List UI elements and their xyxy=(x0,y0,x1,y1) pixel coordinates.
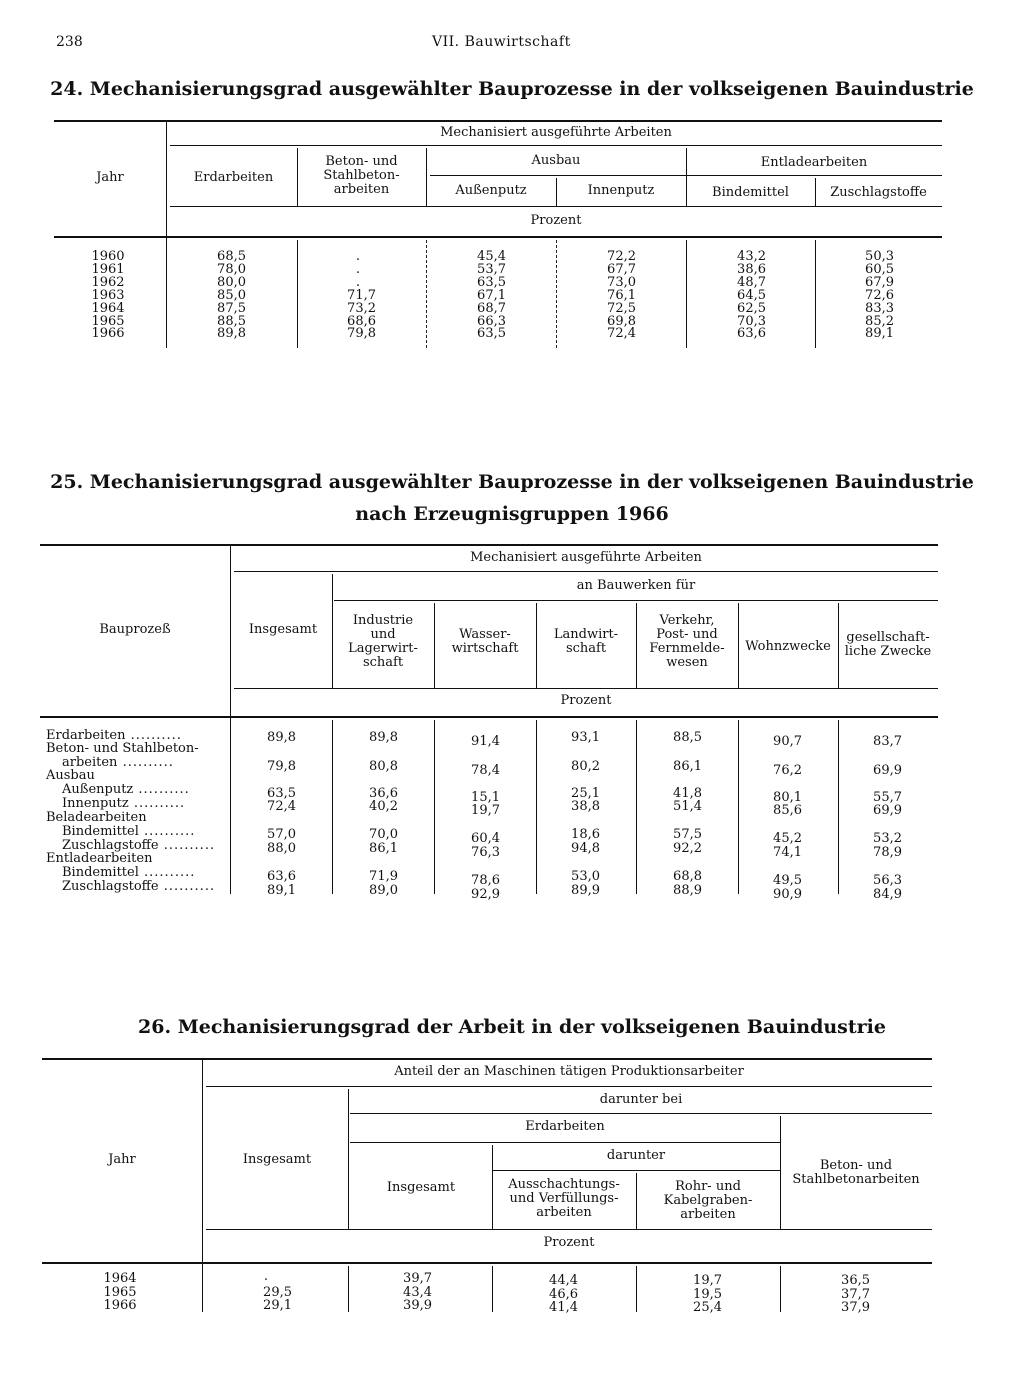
row-year: 1966 xyxy=(91,326,125,341)
row-label xyxy=(62,783,214,797)
unit-header: Prozent xyxy=(543,1235,595,1250)
table-cell: . xyxy=(355,249,361,264)
row-label xyxy=(62,880,214,894)
table-cell: 89,9 xyxy=(571,883,600,898)
table-cell: 40,2 xyxy=(369,799,398,814)
table-cell: 60,5 xyxy=(865,262,894,277)
table-cell: 78,4 xyxy=(471,763,500,778)
dot-leader: .......... xyxy=(117,755,174,770)
col-header-beton-1: Beton- und xyxy=(325,154,398,169)
col-header-jahr: Jahr xyxy=(108,1152,136,1167)
col-header-wasser-1: Wasser- xyxy=(459,627,511,642)
table-cell: 76,3 xyxy=(471,845,500,860)
table-cell: 83,7 xyxy=(873,734,902,749)
table-cell: 67,1 xyxy=(477,288,506,303)
row-label xyxy=(46,742,214,756)
table-cell: 86,1 xyxy=(673,759,702,774)
col-header-entladearbeiten: Entladearbeiten xyxy=(760,155,868,170)
table-cell: 60,4 xyxy=(471,831,500,846)
table-cell: . xyxy=(355,275,361,290)
table-cell: 45,4 xyxy=(477,249,506,264)
row-label xyxy=(46,852,214,866)
table-cell: 88,9 xyxy=(673,883,702,898)
table-cell: 72,4 xyxy=(607,326,636,341)
table-cell: 76,2 xyxy=(773,763,802,778)
col-header-insgesamt-erd: Insgesamt xyxy=(386,1180,456,1195)
table-cell: 92,9 xyxy=(471,887,500,902)
table-cell: 89,8 xyxy=(217,326,246,341)
table-cell: 53,2 xyxy=(873,831,902,846)
table-cell: 73,2 xyxy=(347,301,376,316)
table-cell: 79,8 xyxy=(267,759,296,774)
unit-header: Prozent xyxy=(560,693,612,708)
table-cell: 87,5 xyxy=(217,301,246,316)
table-cell: 88,5 xyxy=(217,314,246,329)
table-cell: 46,6 xyxy=(549,1287,578,1302)
row-label xyxy=(62,825,214,839)
table-cell: 69,9 xyxy=(873,763,902,778)
col-header-land-1: Landwirt- xyxy=(553,627,619,642)
dot-leader: .......... xyxy=(133,782,190,797)
row-label-text: arbeiten xyxy=(62,755,118,770)
table-cell: 56,3 xyxy=(873,873,902,888)
table-cell: 63,5 xyxy=(477,275,506,290)
table-cell: 72,6 xyxy=(865,288,894,303)
table-cell: 15,1 xyxy=(471,790,500,805)
row-label-text: Zuschlagstoffe xyxy=(62,838,159,853)
table-cell: 79,8 xyxy=(347,326,376,341)
table-cell: 29,5 xyxy=(263,1285,292,1300)
table-cell: 19,5 xyxy=(693,1287,722,1302)
table-cell: 53,7 xyxy=(477,262,506,277)
col-header-verkehr-1: Verkehr, xyxy=(659,613,715,628)
col-header-wasser-2: wirtschaft xyxy=(451,641,519,656)
table-cell: 89,1 xyxy=(267,883,296,898)
col-header-gesellschaft-2: liche Zwecke xyxy=(844,644,932,659)
col-header-bindemittel: Bindemittel xyxy=(712,185,789,200)
table-cell: 55,7 xyxy=(873,790,902,805)
table-cell: 71,7 xyxy=(347,288,376,303)
col-header-insgesamt: Insgesamt xyxy=(248,622,318,637)
table-cell: 72,5 xyxy=(607,301,636,316)
table-cell: 72,4 xyxy=(267,799,296,814)
col-header-beton-2: Stahlbeton- xyxy=(323,168,400,183)
col-header-insgesamt: Insgesamt xyxy=(242,1152,312,1167)
row-label-text: Außenputz xyxy=(62,782,134,797)
table-cell: 88,5 xyxy=(673,730,702,745)
table-cell: 91,4 xyxy=(471,734,500,749)
table-cell: 85,0 xyxy=(217,288,246,303)
row-year: 1963 xyxy=(91,288,125,303)
table-cell: 88,0 xyxy=(267,841,296,856)
table-cell: 51,4 xyxy=(673,799,702,814)
col-header-land-2: schaft xyxy=(565,641,607,656)
row-label-text: Bindemittel xyxy=(62,824,139,839)
row-year: 1960 xyxy=(91,249,125,264)
table-cell: 67,9 xyxy=(865,275,894,290)
col-header-beton-2: Stahlbetonarbeiten xyxy=(792,1172,920,1187)
table-cell: 63,5 xyxy=(267,786,296,801)
table-cell: 38,6 xyxy=(737,262,766,277)
dot-leader: .......... xyxy=(158,879,216,894)
table-cell: 57,0 xyxy=(267,827,296,842)
col-header-industrie-1: Industrie xyxy=(352,613,414,628)
col-header-industrie-2: und xyxy=(370,627,396,642)
dot-leader: .......... xyxy=(138,824,196,839)
table-cell: 18,6 xyxy=(571,827,600,842)
col-header-beton-3: arbeiten xyxy=(333,182,390,197)
table-cell: 19,7 xyxy=(693,1273,722,1288)
row-label-text: Beton- und Stahlbeton- xyxy=(46,741,199,756)
table-cell: 78,9 xyxy=(873,845,902,860)
row-year: 1965 xyxy=(91,314,125,329)
table-cell: 36,6 xyxy=(369,786,398,801)
table-26-title: 26. Mechanisierungsgrad der Arbeit in der volkseigenen Bauindustrie xyxy=(138,1016,886,1038)
table-cell: 68,7 xyxy=(477,301,506,316)
table-cell: 49,5 xyxy=(773,873,802,888)
table-cell: 69,9 xyxy=(873,803,902,818)
page-number: 238 xyxy=(56,34,83,50)
table-cell: 38,8 xyxy=(571,799,600,814)
col-header-bauprozess: Bauprozeß xyxy=(99,622,171,637)
table-cell: 43,2 xyxy=(737,249,766,264)
group-header: Mechanisiert ausgeführte Arbeiten xyxy=(470,550,702,565)
table-cell: 89,8 xyxy=(267,730,296,745)
table-cell: 36,5 xyxy=(841,1273,870,1288)
table-cell: 68,8 xyxy=(673,869,702,884)
col-header-zuschlagstoffe: Zuschlagstoffe xyxy=(830,185,927,200)
table-cell: 73,0 xyxy=(607,275,636,290)
table-cell: 78,0 xyxy=(217,262,246,277)
row-year: 1962 xyxy=(91,275,125,290)
col-header-industrie-4: schaft xyxy=(362,655,404,670)
table-cell: 85,6 xyxy=(773,803,802,818)
col-header-aussenputz: Außenputz xyxy=(455,183,527,198)
col-header-ausschachtung-3: arbeiten xyxy=(536,1205,592,1220)
dot-leader: .......... xyxy=(158,838,216,853)
table-cell: 43,4 xyxy=(403,1285,432,1300)
row-label-text: Erdarbeiten xyxy=(46,728,126,743)
table-cell: 41,4 xyxy=(549,1300,578,1315)
table-cell: 63,6 xyxy=(267,869,296,884)
row-label-text: Zuschlagstoffe xyxy=(62,879,159,894)
table-cell: 37,7 xyxy=(841,1287,870,1302)
col-header-beton-1: Beton- und xyxy=(819,1158,893,1173)
table-cell: 94,8 xyxy=(571,841,600,856)
table-cell: 93,1 xyxy=(571,730,600,745)
table-cell: 48,7 xyxy=(737,275,766,290)
table-cell: 89,8 xyxy=(369,730,398,745)
table-cell: 68,5 xyxy=(217,249,246,264)
row-label-text: Innenputz xyxy=(62,796,129,811)
table-cell: 89,0 xyxy=(369,883,398,898)
col-header-wohnzwecke: Wohnzwecke xyxy=(745,639,831,654)
dot-leader: .......... xyxy=(125,728,182,743)
table-cell: 41,8 xyxy=(673,786,702,801)
row-year: 1964 xyxy=(91,301,125,316)
table-cell: 86,1 xyxy=(369,841,398,856)
row-label xyxy=(62,866,214,880)
table-cell: 84,9 xyxy=(873,887,902,902)
row-label xyxy=(46,769,214,783)
table-cell: 70,0 xyxy=(369,827,398,842)
col-header-ausschachtung-1: Ausschachtungs- xyxy=(508,1177,620,1192)
table-cell: 25,4 xyxy=(693,1300,722,1315)
col-header-verkehr-2: Post- und xyxy=(656,627,718,642)
col-header-verkehr-4: wesen xyxy=(666,655,708,670)
row-year: 1961 xyxy=(91,262,125,277)
group-header: Anteil der an Maschinen tätigen Produktionsarbeiter xyxy=(394,1064,744,1079)
subgroup-header: an Bauwerken für xyxy=(576,578,696,593)
col-header-rohr-3: arbeiten xyxy=(680,1207,736,1222)
table-cell: 64,5 xyxy=(737,288,766,303)
table-cell: 53,0 xyxy=(571,869,600,884)
subgroup-header-darunter: darunter xyxy=(606,1148,666,1163)
table-cell: 92,2 xyxy=(673,841,702,856)
table-cell: 80,0 xyxy=(217,275,246,290)
chapter-header: VII. Bauwirtschaft xyxy=(432,34,571,50)
table-cell: 39,9 xyxy=(403,1298,432,1313)
col-header-verkehr-3: Fernmelde- xyxy=(649,641,725,656)
table-24-title: 24. Mechanisierungsgrad ausgewählter Bauprozesse in der volkseigenen Bauindustrie xyxy=(50,78,974,100)
col-header-gesellschaft-1: gesellschaft- xyxy=(846,630,930,645)
table-cell: 72,2 xyxy=(607,249,636,264)
table-cell: 83,3 xyxy=(865,301,894,316)
col-header-erdarbeiten: Erdarbeiten xyxy=(193,170,274,185)
subgroup-header-darunter-bei: darunter bei xyxy=(599,1092,683,1107)
col-header-ausschachtung-2: und Verfüllungs- xyxy=(509,1191,619,1206)
table-cell: 90,7 xyxy=(773,734,802,749)
table-cell: . xyxy=(355,262,361,277)
subgroup-header-erdarbeiten: Erdarbeiten xyxy=(525,1119,605,1134)
table-cell: 63,5 xyxy=(477,326,506,341)
col-header-rohr-2: Kabelgraben- xyxy=(663,1193,753,1208)
table-cell: 76,1 xyxy=(607,288,636,303)
table-cell: 63,6 xyxy=(737,326,766,341)
table-cell: 74,1 xyxy=(773,845,802,860)
table-cell: 29,1 xyxy=(263,1298,292,1313)
table-cell: 57,5 xyxy=(673,827,702,842)
col-header-innenputz: Innenputz xyxy=(587,183,655,198)
table-cell: 85,2 xyxy=(865,314,894,329)
row-year: 1966 xyxy=(103,1298,137,1313)
table-cell: 39,7 xyxy=(403,1271,432,1286)
col-header-jahr: Jahr xyxy=(96,170,124,185)
table-cell: 62,5 xyxy=(737,301,766,316)
table-cell: 70,3 xyxy=(737,314,766,329)
row-year: 1964 xyxy=(103,1271,137,1286)
table-25-title-line-1: 25. Mechanisierungsgrad ausgewählter Bauprozesse in der volkseigenen Bauindustrie xyxy=(50,471,974,493)
col-header-industrie-3: Lagerwirt- xyxy=(348,641,418,656)
table-cell: 71,9 xyxy=(369,869,398,884)
table-cell: 44,4 xyxy=(549,1273,578,1288)
row-label-text: Beladearbeiten xyxy=(46,810,147,825)
table-cell: 19,7 xyxy=(471,803,500,818)
table-25-title-line-2: nach Erzeugnisgruppen 1966 xyxy=(355,503,669,525)
table-cell: 69,8 xyxy=(607,314,636,329)
row-label-text: Ausbau xyxy=(46,768,95,783)
row-year: 1965 xyxy=(103,1285,137,1300)
row-label-text: Bindemittel xyxy=(62,865,139,880)
table-cell: 89,1 xyxy=(865,326,894,341)
table-cell: . xyxy=(263,1269,269,1284)
table-cell: 80,1 xyxy=(773,790,802,805)
col-header-rohr-1: Rohr- und xyxy=(675,1179,741,1194)
table-cell: 67,7 xyxy=(607,262,636,277)
dot-leader: .......... xyxy=(138,865,196,880)
table-cell: 78,6 xyxy=(471,873,500,888)
table-cell: 45,2 xyxy=(773,831,802,846)
dot-leader: .......... xyxy=(128,796,186,811)
table-cell: 25,1 xyxy=(571,786,600,801)
table-cell: 37,9 xyxy=(841,1300,870,1315)
group-header: Mechanisiert ausgeführte Arbeiten xyxy=(440,125,672,140)
table-cell: 66,3 xyxy=(477,314,506,329)
table-cell: 90,9 xyxy=(773,887,802,902)
col-header-ausbau: Ausbau xyxy=(531,153,581,168)
row-label xyxy=(46,811,214,825)
table-cell: 80,8 xyxy=(369,759,398,774)
unit-header: Prozent xyxy=(530,213,582,228)
table-cell: 50,3 xyxy=(865,249,894,264)
row-label xyxy=(62,797,214,811)
table-cell: 80,2 xyxy=(571,759,600,774)
row-label-text: Entladearbeiten xyxy=(46,851,153,866)
table-cell: 68,6 xyxy=(347,314,376,329)
